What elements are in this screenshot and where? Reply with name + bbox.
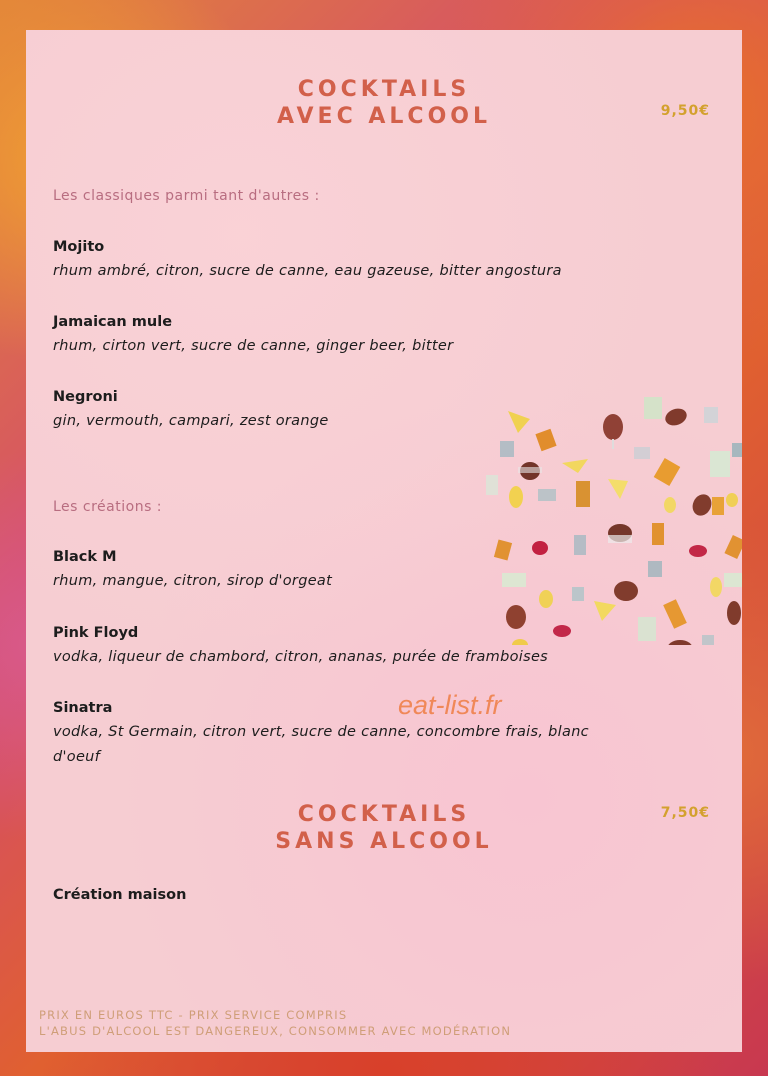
title-line-2: AVEC ALCOOL	[276, 104, 491, 129]
beer-glass-icon	[724, 535, 742, 559]
wine-glass-icon	[727, 601, 741, 625]
cocktail-glass-icon	[664, 497, 676, 513]
alcohol-section-title	[26, 76, 742, 130]
item-name: Sinatra	[53, 700, 113, 716]
beer-glass-icon	[494, 539, 512, 560]
item-name: Mojito	[53, 239, 105, 255]
water-glass-icon	[638, 617, 656, 641]
water-glass-icon	[500, 441, 514, 457]
alcohol-price: 9,50€	[660, 103, 710, 119]
beer-glass-icon	[663, 599, 687, 628]
water-glass-icon	[486, 475, 498, 495]
item-description: vodka, liqueur de chambord, citron, ananas, purée de framboises	[53, 649, 549, 665]
water-glass-icon	[732, 443, 742, 457]
water-glass-icon	[502, 573, 526, 587]
item-name: Black M	[53, 549, 117, 565]
menu-item-jamaican-mule	[53, 310, 653, 359]
wine-glass-icon	[689, 491, 715, 519]
cocktail-glass-icon	[710, 577, 722, 597]
cocktail-glass-icon	[726, 493, 738, 507]
footer	[39, 1007, 511, 1039]
item-description: gin, vermouth, campari, zest orange	[53, 413, 329, 429]
wine-glass-icon	[603, 414, 623, 449]
cocktail-glass-icon	[539, 590, 553, 608]
item-name: Jamaican mule	[53, 314, 173, 330]
beer-glass-icon	[652, 523, 664, 545]
item-description: vodka, St Germain, citron vert, sucre de canne, concombre frais, blanc d'oeuf	[53, 724, 589, 765]
item-description: rhum, cirton vert, sucre de canne, ginger beer, bitter	[53, 338, 454, 354]
item-name: Pink Floyd	[53, 625, 139, 641]
wine-glass-icon	[689, 545, 707, 557]
beer-glass-icon	[654, 458, 681, 486]
item-description: rhum, mangue, citron, sirop d'orgeat	[53, 573, 333, 589]
non-alcohol-price: 7,50€	[660, 805, 710, 821]
cocktail-glass-icon	[509, 486, 523, 508]
menu-item-sinatra	[53, 696, 618, 770]
cocktail-glass-icon	[608, 479, 628, 499]
menu-item-creation-maison	[53, 883, 653, 907]
cocktail-glass-icon	[562, 459, 588, 473]
classics-label: Les classiques parmi tant d'autres :	[53, 188, 320, 204]
beer-glass-icon	[576, 481, 590, 507]
wine-glass-icon	[667, 640, 693, 645]
item-name: Negroni	[53, 389, 118, 405]
title-line-2: SANS ALCOOL	[275, 829, 493, 854]
wine-glass-icon	[608, 524, 632, 543]
water-glass-icon	[724, 573, 742, 587]
water-glass-icon	[702, 635, 714, 645]
cocktail-glass-icon	[594, 601, 616, 621]
wine-glass-icon	[506, 605, 526, 629]
water-glass-icon	[634, 447, 650, 459]
water-glass-icon	[644, 397, 662, 419]
creations-label: Les créations :	[53, 499, 163, 515]
wine-glass-icon	[614, 581, 638, 601]
cocktail-glasses-illustration	[458, 355, 742, 645]
wine-glass-icon	[518, 462, 542, 480]
item-name: Création maison	[53, 887, 187, 903]
footer-line-2: L'ABUS D'ALCOOL EST DANGEREUX, CONSOMMER AVEC MODÉRATION	[39, 1024, 512, 1038]
water-glass-icon	[704, 407, 718, 423]
wine-glass-icon	[532, 541, 548, 555]
item-description: rhum ambré, citron, sucre de canne, eau gazeuse, bitter angostura	[53, 263, 562, 279]
water-glass-icon	[572, 587, 584, 601]
title-line-1: COCKTAILS	[297, 77, 471, 102]
wine-glass-icon	[663, 406, 689, 429]
wine-glass-icon	[553, 625, 571, 637]
cocktail-glass-icon	[508, 411, 530, 433]
beer-glass-icon	[535, 429, 556, 451]
watermark: eat-list.fr	[398, 690, 502, 720]
title-line-1: COCKTAILS	[297, 802, 471, 827]
non-alcohol-section-title	[26, 801, 742, 855]
water-glass-icon	[710, 451, 730, 477]
water-glass-icon	[648, 561, 662, 577]
beer-glass-icon	[712, 497, 724, 515]
menu-panel	[26, 30, 742, 1052]
water-glass-icon	[574, 535, 586, 555]
menu-item-mojito	[53, 235, 653, 284]
footer-line-1: PRIX EN EUROS TTC - PRIX SERVICE COMPRIS	[39, 1008, 348, 1022]
cocktail-glass-icon	[512, 639, 528, 645]
water-glass-icon	[538, 489, 556, 501]
